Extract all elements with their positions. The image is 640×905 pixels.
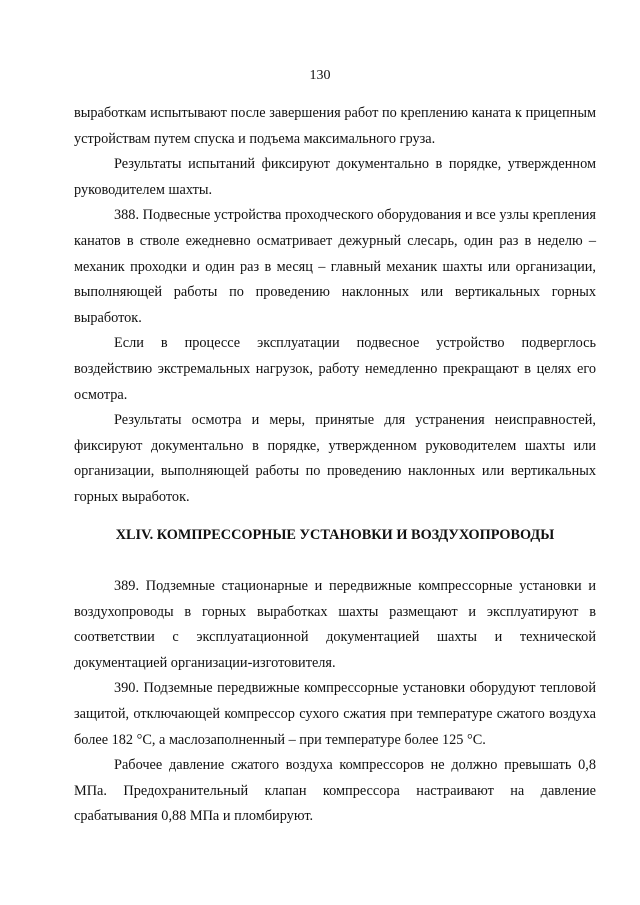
paragraph-extreme-loads: Если в процессе эксплуатации подвесное устройство подверглось воздействию экстремальных нагрузок, работу немедленно прекращают в целях его осмотра. <box>74 335 596 403</box>
paragraph-continuation: выработкам испытывают после завершения работ по креплению каната к прицепным устройствам путем спуска и подъема максимального груза. <box>74 105 596 147</box>
section-heading: XLIV. КОМПРЕССОРНЫЕ УСТАНОВКИ И ВОЗДУХОПРОВОДЫ <box>115 526 555 543</box>
page-number: 130 <box>309 68 331 83</box>
paragraph-390: 390. Подземные передвижные компрессорные установки оборудуют тепловой защитой, отключающей компрессор сухого сжатия при температуре сжатого воздуха более 182 °С, а маслозаполненный – при температуре более 125 °С. <box>74 680 596 748</box>
paragraph-results-recorded: Результаты испытаний фиксируют документально в порядке, утвержденном руководителем шахты. <box>74 156 596 198</box>
paragraph-working-pressure: Рабочее давление сжатого воздуха компрессоров не должно превышать 0,8 МПа. Предохранительный клапан компрессора настраивают на давление срабатывания 0,88 МПа и пломбируют. <box>74 757 596 825</box>
page-content <box>74 101 596 830</box>
paragraph-inspection-results: Результаты осмотра и меры, принятые для устранения неисправностей, фиксируют документально в порядке, утвержденном руководителем шахты или организации, выполняющей работы по проведению наклонных или вертикальных горных выработок. <box>74 412 596 505</box>
paragraph-388: 388. Подвесные устройства проходческого оборудования и все узлы крепления канатов в стволе ежедневно осматривает дежурный слесарь, один раз в неделю – механик проходки и один раз в месяц – главный механик шахты или организации, выполняющей работы по проведению наклонных или вертикальных горных выработок. <box>74 207 596 326</box>
paragraph-389: 389. Подземные стационарные и передвижные компрессорные установки и воздухопроводы в горных выработках шахты размещают и эксплуатируют в соответствии с эксплуатационной документацией шахты и технической документацией организации-изготовителя. <box>74 578 596 671</box>
